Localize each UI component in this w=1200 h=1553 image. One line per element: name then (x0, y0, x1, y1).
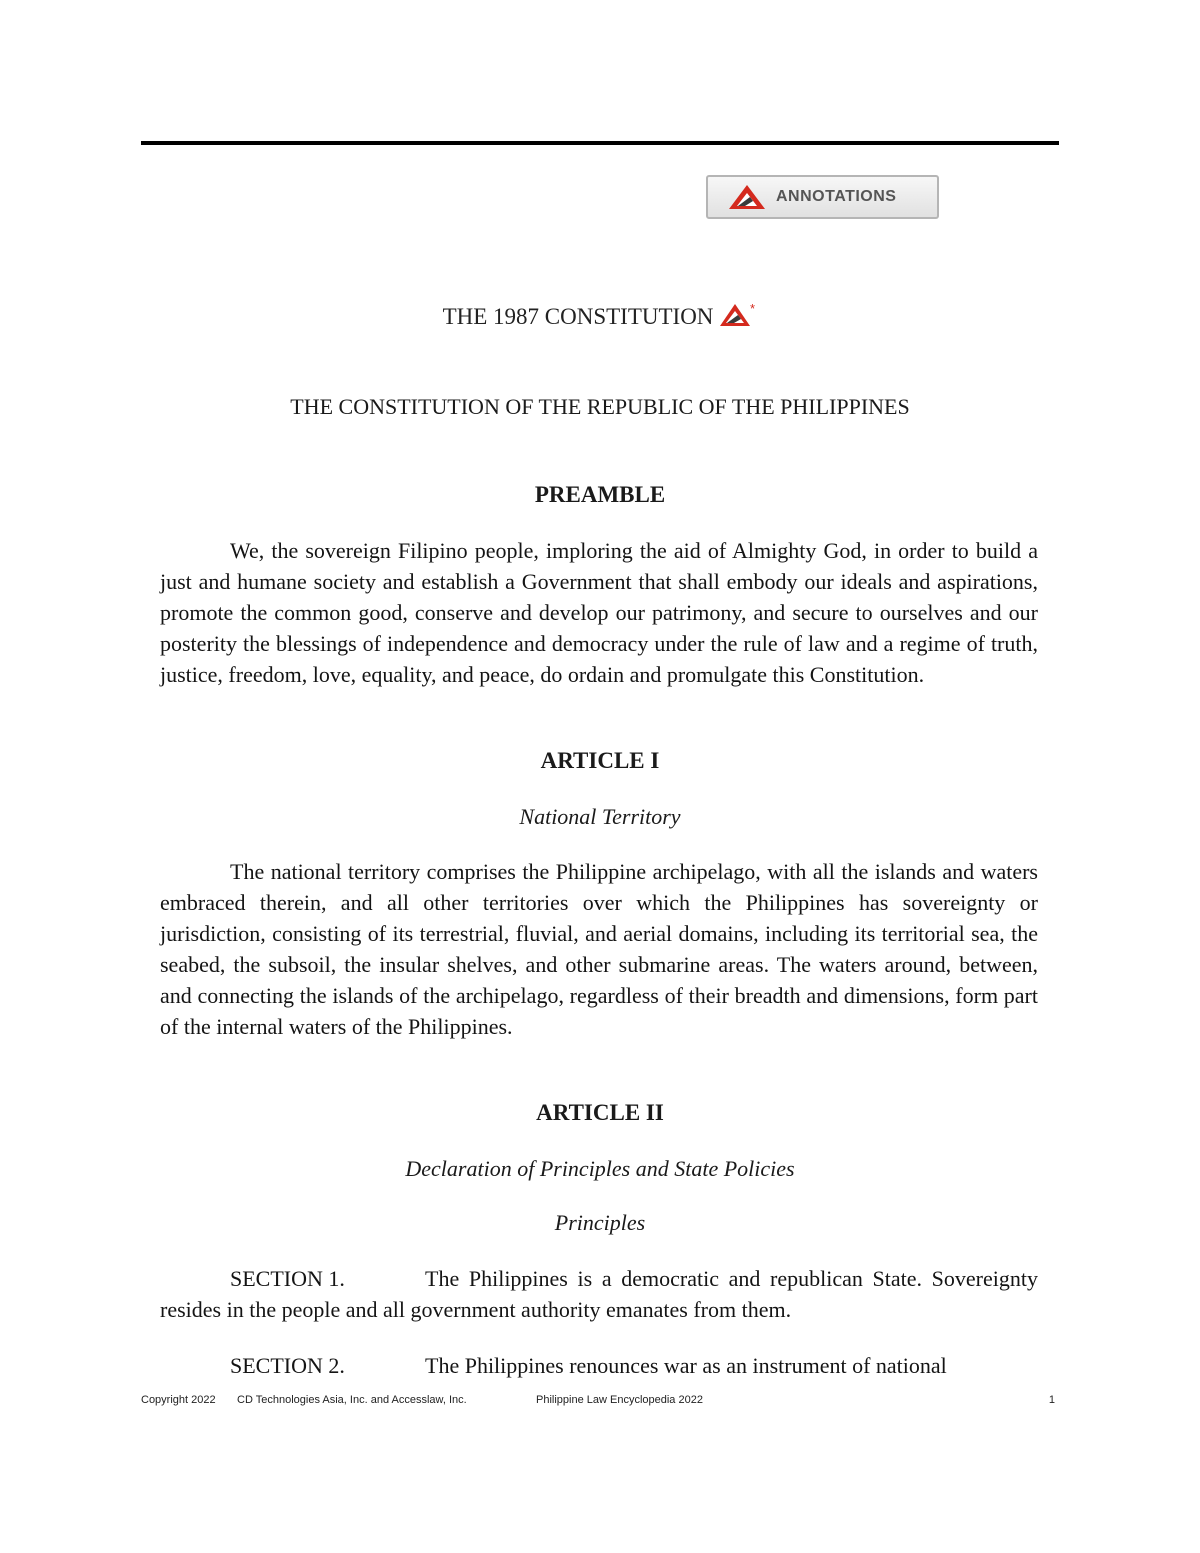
article-2-subheading: Declaration of Principles and State Policies (405, 1156, 795, 1181)
annotations-button[interactable] (706, 175, 939, 219)
page-footer (141, 1394, 1059, 1410)
section-2-label: SECTION 2. (230, 1353, 345, 1378)
preamble-heading: PREAMBLE (534, 482, 666, 507)
principles-heading: Principles (554, 1210, 646, 1235)
footer-copyright: Copyright 2022 (141, 1394, 216, 1406)
preamble-text: We, the sovereign Filipino people, imploring the aid of Almighty God, in order to build a just and humane society and establish a Government that shall embody our ideals and aspirations, promote the common good, conserve and develop our patrimony, and secure to ourselves and our posterity the blessings of independence and democracy under the rule of law and a regime of truth, justice, freedom, love, equality, and peace, do ordain and promulgate this Constitution. (160, 538, 1038, 687)
section-1-label: SECTION 1. (230, 1266, 345, 1291)
article-1-subheading: National Territory (519, 804, 681, 829)
footer-company: CD Technologies Asia, Inc. and Accesslaw, Inc. (237, 1394, 467, 1406)
annotations-label: ANNOTATIONS (776, 188, 897, 205)
article-1-heading: ARTICLE I (540, 748, 660, 773)
document-subtitle: THE CONSTITUTION OF THE REPUBLIC OF THE PHILIPPINES (290, 394, 910, 419)
title-asterisk: * (750, 303, 756, 316)
section-2-text: The Philippines renounces war as an instrument of national (425, 1353, 947, 1378)
section-2 (160, 1350, 1038, 1381)
footer-page-number: 1 (1048, 1394, 1055, 1406)
top-rule (141, 141, 1059, 145)
title-text: THE 1987 CONSTITUTION (442, 304, 714, 329)
document-title (141, 300, 1059, 334)
annotation-marker-icon[interactable] (719, 303, 757, 327)
section-1-text: The Philippines is a democratic and republican State. Sovereignty resides in the people and all government authority emanates from them. (160, 1266, 1038, 1322)
footer-publication: Philippine Law Encyclopedia 2022 (536, 1394, 703, 1406)
article-1-text: The national territory comprises the Philippine archipelago, with all the islands and waters embraced therein, and all other territories over which the Philippines has sovereignty or jurisdiction, consisting of its terrestrial, fluvial, and aerial domains, including its territorial sea, the seabed, the subsoil, the insular shelves, and other submarine areas. The waters around, between, and connecting the islands of the archipelago, regardless of their breadth and dimensions, form part of the internal waters of the Philippines. (160, 859, 1038, 1039)
article-2-heading: ARTICLE II (536, 1100, 664, 1125)
annotations-logo-icon (728, 184, 766, 210)
section-1 (160, 1263, 1038, 1325)
